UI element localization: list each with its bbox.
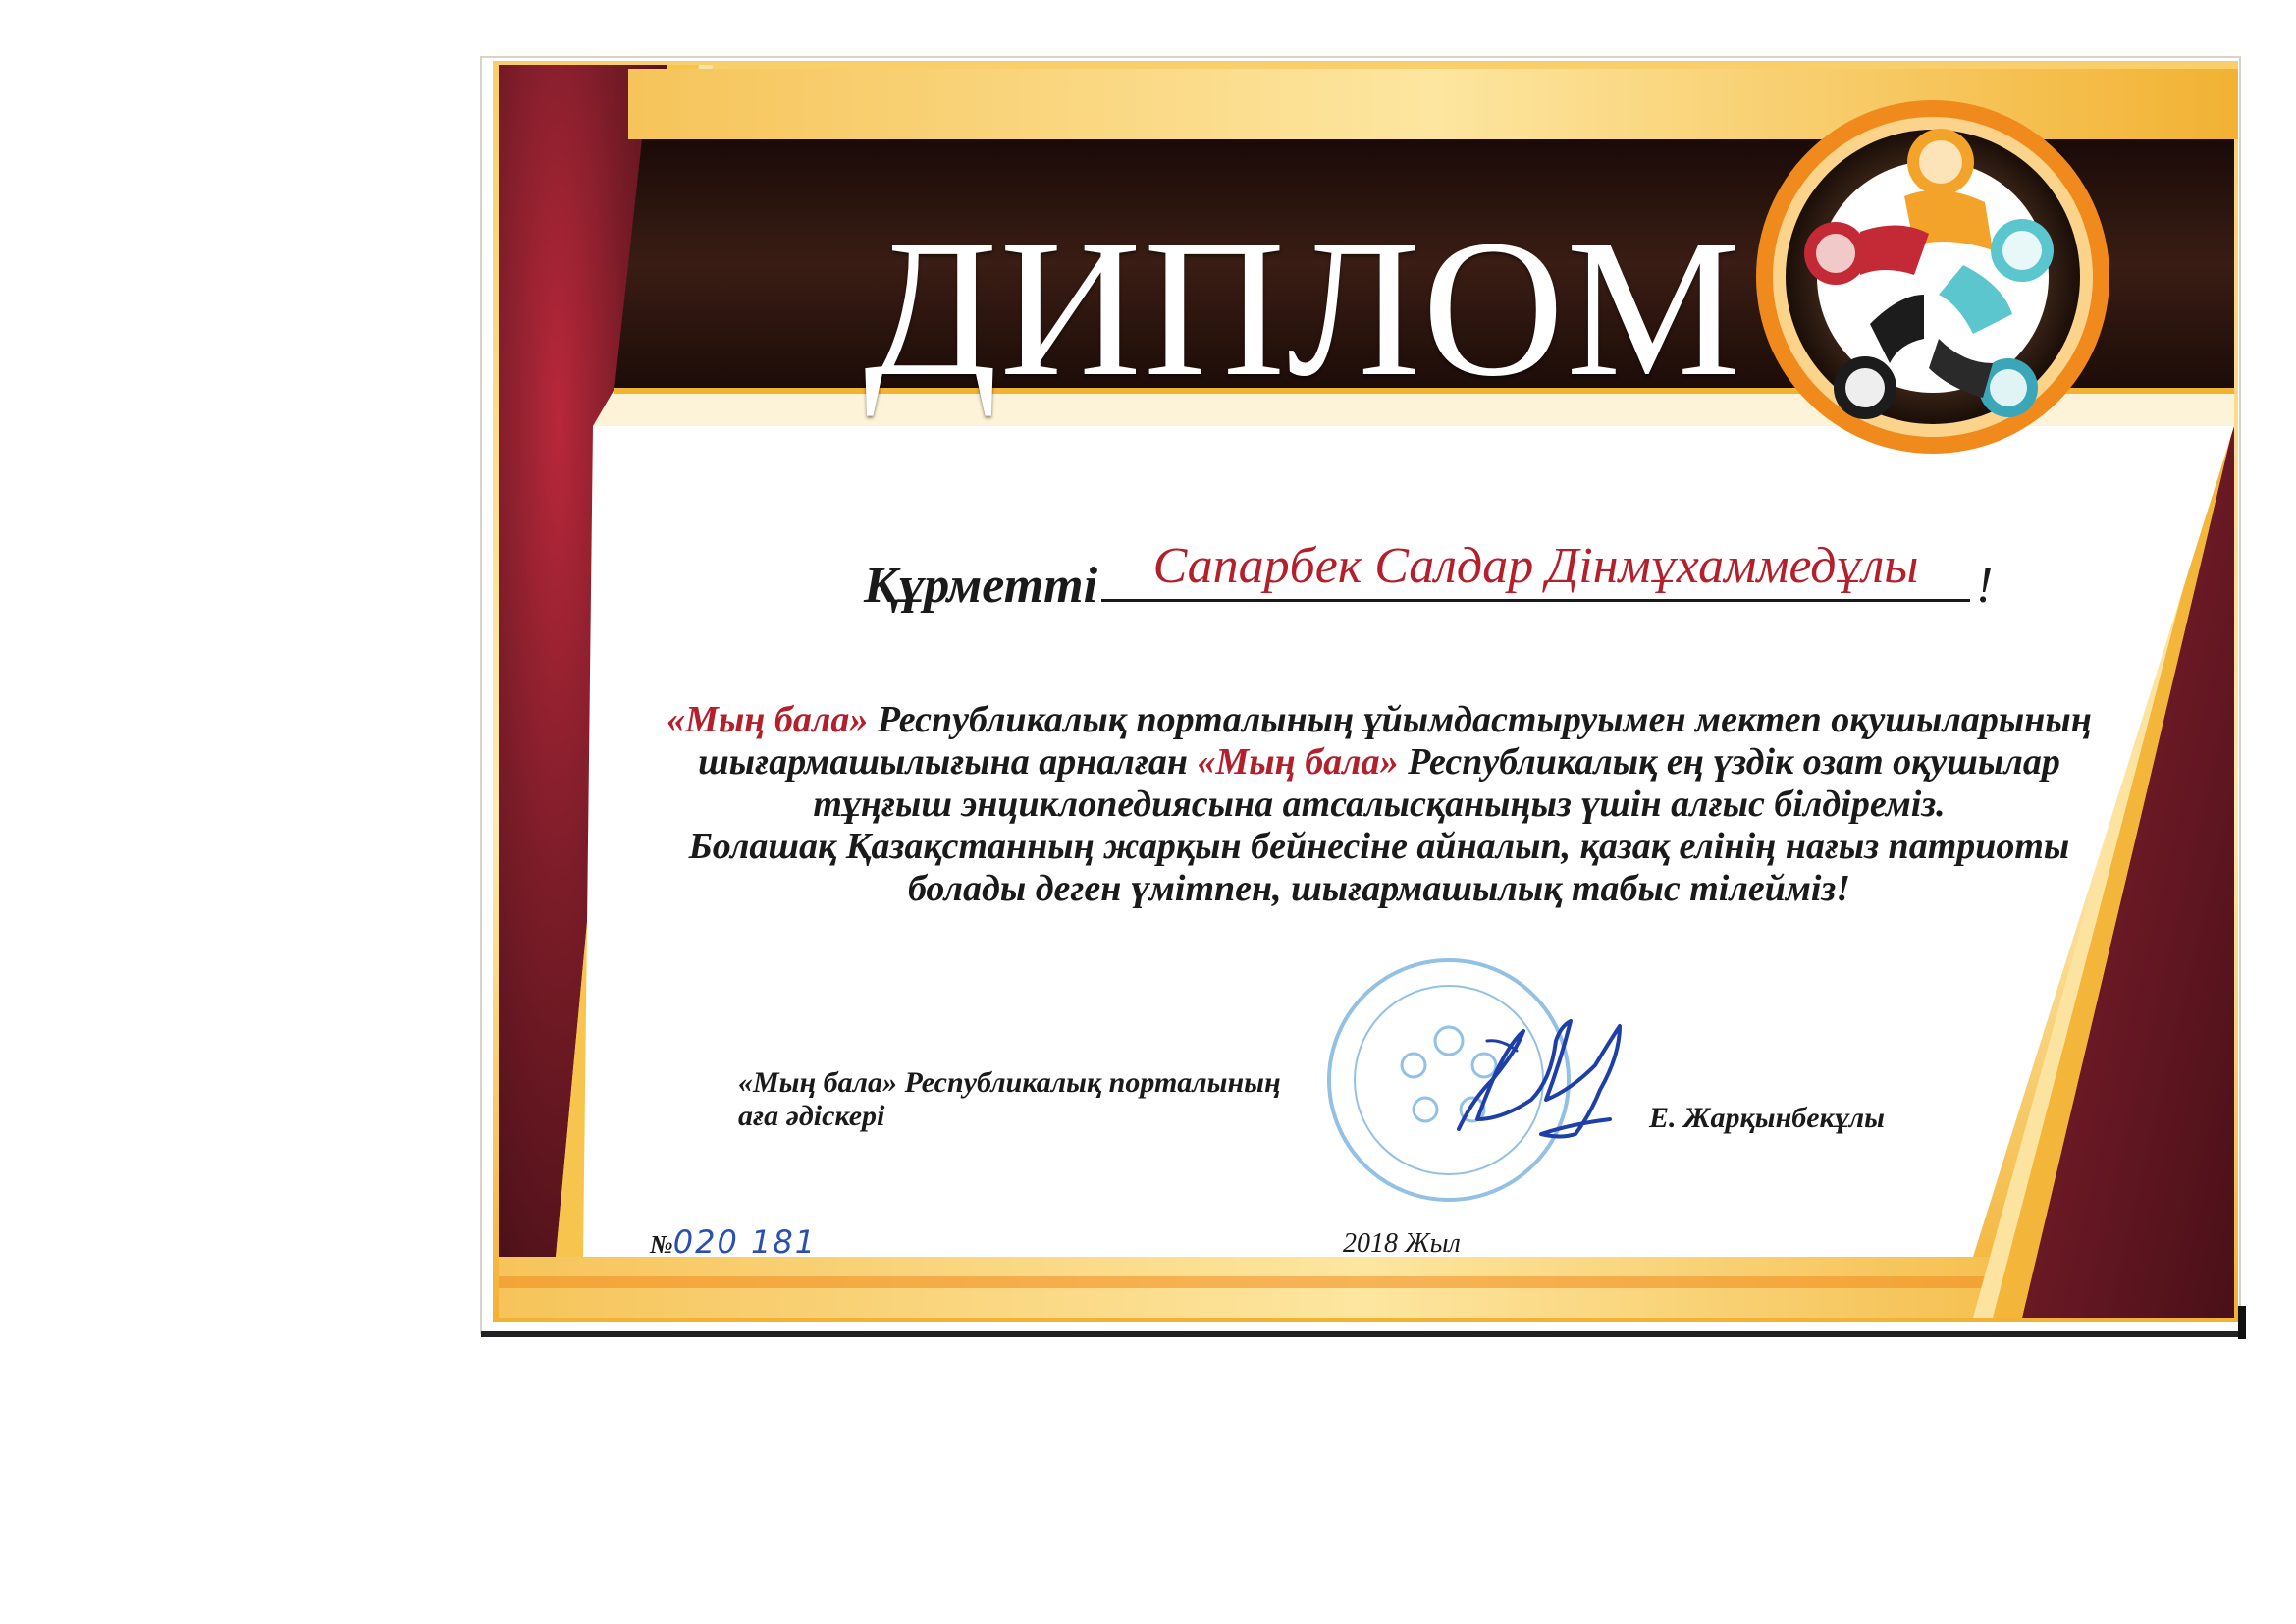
body-line-2-start: шығармашылығына арналған [698, 741, 1198, 783]
children-circle-logo-icon [1756, 100, 2109, 454]
diploma-number [650, 1225, 817, 1262]
body-line-5: болады деген үмітпен, шығармашылық табыс тілейміз! [907, 868, 1851, 909]
body-line-2 [609, 741, 2150, 784]
diploma-year: 2018 Жыл [1343, 1228, 1461, 1259]
signer-org-line-1: «Мың бала» Республикалық порталының [738, 1066, 1281, 1099]
diploma-title: ДИПЛОМ [864, 200, 1743, 417]
portal-name-accent: «Мың бала» [667, 699, 869, 740]
greeting-exclamation: ! [1976, 558, 1994, 614]
body-line-4: Болашақ Қазақстанның жарқын бейнесіне айналып, қазақ елінің нағыз патриоты [688, 826, 2070, 867]
portal-name-accent-2: «Мың бала» [1197, 741, 1399, 783]
number-value: 020 181 [672, 1223, 818, 1261]
signer-organization [738, 1066, 1425, 1133]
recipient-name-line [1101, 538, 1970, 602]
greeting-word: Құрметті [864, 558, 1098, 614]
diploma-body-text [609, 699, 2150, 910]
body-line-1 [609, 699, 2150, 741]
greeting-line [864, 538, 1993, 617]
body-line-1-text: Республикалық порталының ұйымдастыруымен мектеп оқушыларының [868, 699, 2092, 740]
body-line-3: тұңғыш энциклопедиясына атсалысқаныңыз үшін алғыс білдіреміз. [813, 784, 1946, 825]
body-line-2-rest: Республикалық ең үздік озат оқушылар [1398, 741, 2060, 783]
signer-org-line-2: аға әдіскері [738, 1100, 885, 1132]
number-label: № [650, 1230, 673, 1259]
recipient-name: Сапарбек Салдар Дінмұхаммедұлы [1152, 538, 1919, 594]
signer-name: Е. Жарқынбекұлы [1649, 1102, 1885, 1134]
